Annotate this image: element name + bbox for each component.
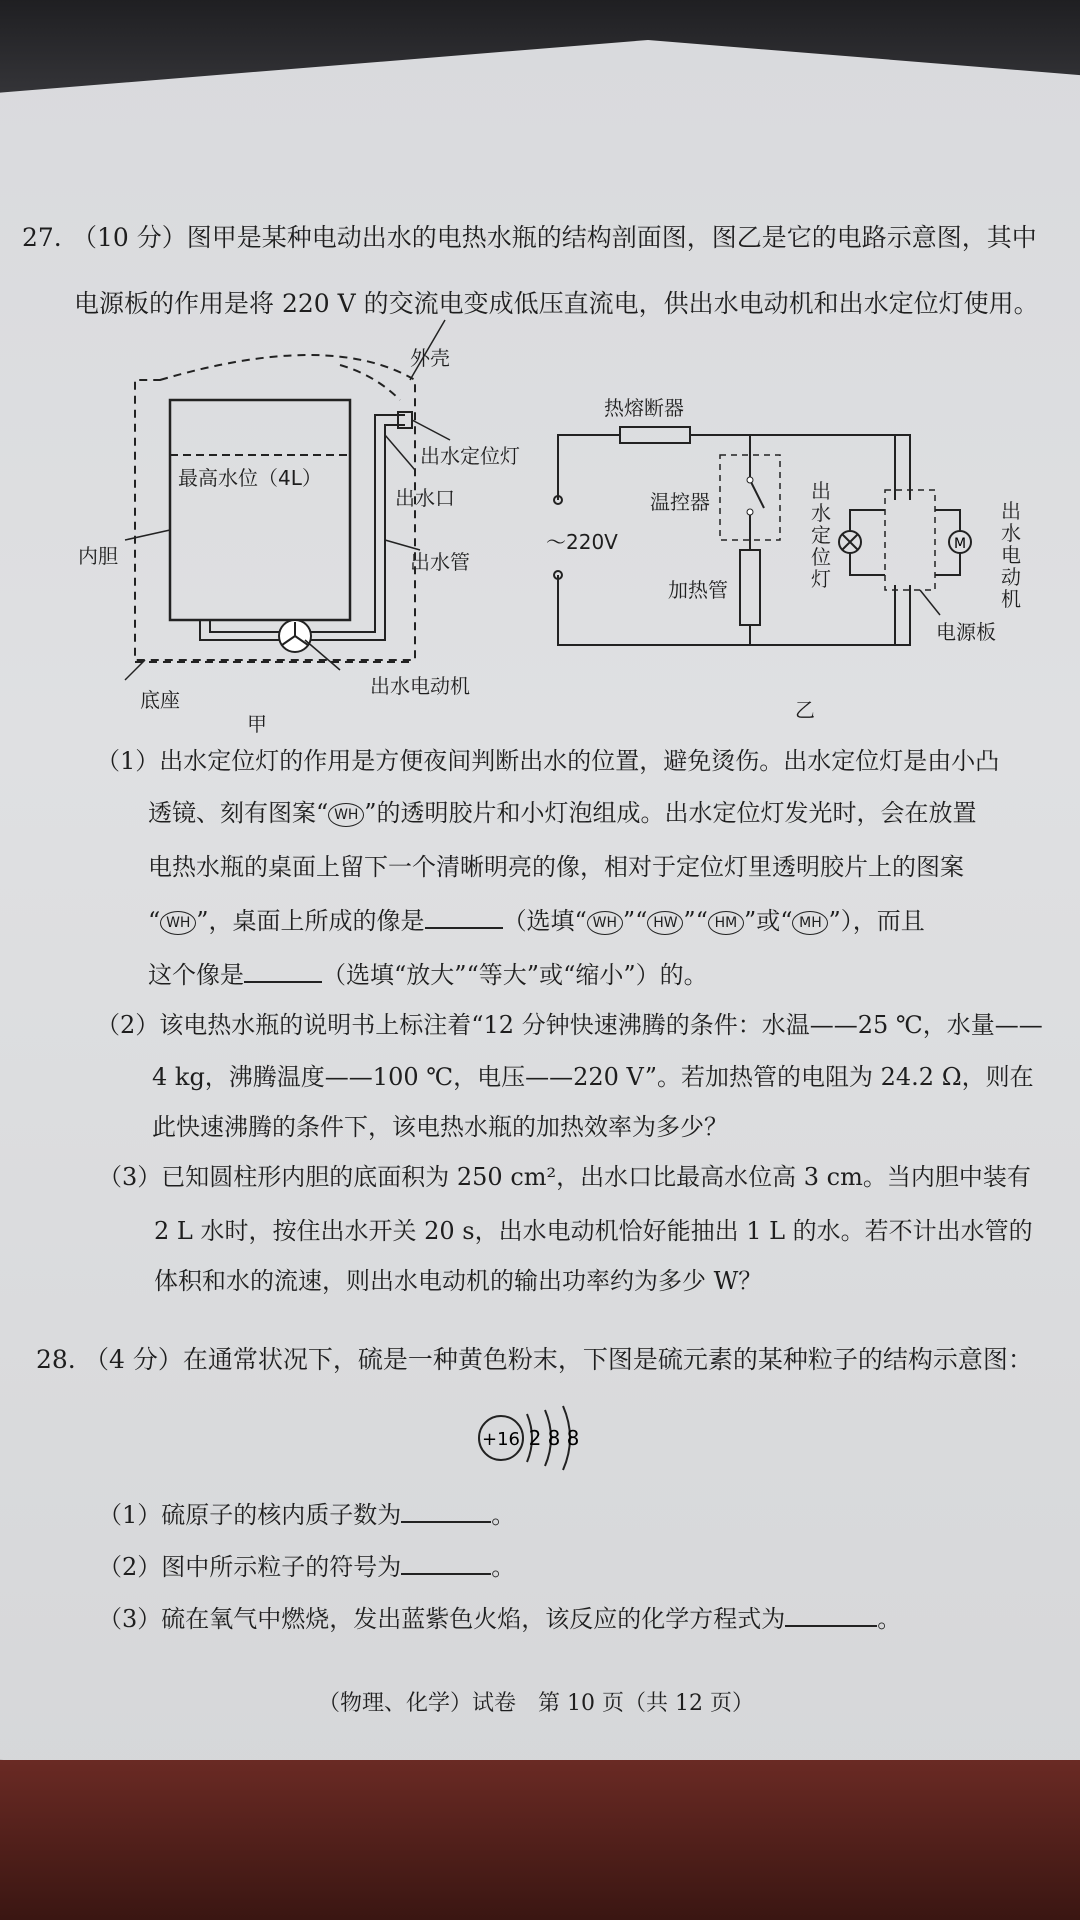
caption-a: 甲 [247,712,267,736]
shell-1-electrons: 2 [528,1426,542,1450]
answer-blank-5[interactable] [785,1624,877,1627]
label-motor-vertical: 出水电动机 [1001,499,1021,611]
sulfur-ion-structure-diagram [475,1400,595,1480]
answer-blank-3[interactable] [401,1520,491,1523]
label-thermostat: 温控器 [650,490,710,514]
label-pipe: 出水管 [410,550,470,574]
pattern-wh-icon: WH [328,803,364,827]
q27-p1-line4: “ WH ”，桌面上所成的像是 （选填“ WH ”“ HW ”“ HM ”或“ MH ”），而且 [148,907,925,935]
q27-p1-line1: （1）出水定位灯的作用是方便夜间判断出水的位置，避免烫伤。出水定位灯是由小凸 [96,747,1000,775]
answer-blank-4[interactable] [401,1572,491,1575]
q27-p2-line1: （2）该电热水瓶的说明书上标注着“12 分钟快速沸腾的条件：水温——25 ℃，水量—— [96,1011,1043,1039]
q27-line1: （10 分）图甲是某种电动出水的电热水瓶的结构剖面图，图乙是它的电路示意图，其中 [72,223,1037,252]
label-motor: 出水电动机 [370,674,470,698]
q28-p1: （1）硫原子的核内质子数为 。 [98,1501,516,1529]
answer-blank-2[interactable] [244,980,322,983]
label-shell: 外壳 [410,346,450,370]
caption-b: 乙 [795,698,815,722]
fuse-shape [620,427,690,443]
q27-p1-line3: 电热水瓶的桌面上留下一个清晰明亮的像，相对于定位灯里透明胶片上的图案 [148,853,964,881]
shell-2-electrons: 8 [547,1426,561,1450]
label-lamp: 出水定位灯 [420,444,520,468]
shell-3-electrons: 8 [566,1426,580,1450]
q27-p1-line2: 透镜、刻有图案“ WH ”的透明胶片和小灯泡组成。出水定位灯发光时，会在放置 [148,799,977,827]
label-heater: 加热管 [668,578,728,602]
label-source: ～220V [546,530,618,554]
answer-blank-1[interactable] [425,926,503,929]
q27-p3-line3: 体积和水的流速，则出水电动机的输出功率约为多少 W？ [154,1267,763,1295]
q28-number: 28. [36,1345,76,1374]
nucleus-charge: +16 [482,1429,520,1450]
q27-p1-line5: 这个像是 （选填“放大”“等大”或“缩小”）的。 [148,961,708,989]
q28-line1: （4 分）在通常状况下，硫是一种黄色粉末，下图是硫元素的某种粒子的结构示意图： [84,1345,1033,1374]
label-power-board: 电源板 [936,620,996,644]
svg-text:M: M [953,536,967,552]
label-max-level: 最高水位（4L） [178,466,322,490]
q27-p2-line3: 此快速沸腾的条件下，该电热水瓶的加热效率为多少？ [152,1113,728,1141]
label-liner: 内胆 [78,544,118,568]
q28-p2: （2）图中所示粒子的符号为 。 [98,1553,516,1581]
label-lamp-vertical: 出水定位灯 [811,479,831,591]
label-base: 底座 [140,688,180,712]
liner-rect [170,400,350,620]
label-outlet: 出水口 [395,486,455,510]
q27-p3-line1: （3）已知圆柱形内胆的底面积为 250 cm²，出水口比最高水位高 3 cm。当内胆中装有 [98,1163,1031,1191]
q28-p3: （3）硫在氧气中燃烧，发出蓝紫色火焰，该反应的化学方程式为 。 [98,1605,902,1633]
q27-number: 27. [22,223,62,252]
heater-shape [740,550,760,625]
power-board-box [885,490,935,590]
label-fuse: 热熔断器 [604,396,684,420]
q27-p2-line2: 4 kg，沸腾温度——100 ℃，电压——220 V”。若加热管的电阻为 24.2 Ω，则在 [152,1063,1034,1091]
q27-line2: 电源板的作用是将 220 V 的交流电变成低压直流电，供出水电动机和出水定位灯使用。 [74,289,1039,318]
page-footer: （物理、化学）试卷 第 10 页（共 12 页） [318,1691,754,1716]
background-bottom [0,1760,1080,1920]
q27-p3-line2: 2 L 水时，按住出水开关 20 s，出水电动机恰好能抽出 1 L 的水。若不计出水管的 [154,1217,1033,1245]
